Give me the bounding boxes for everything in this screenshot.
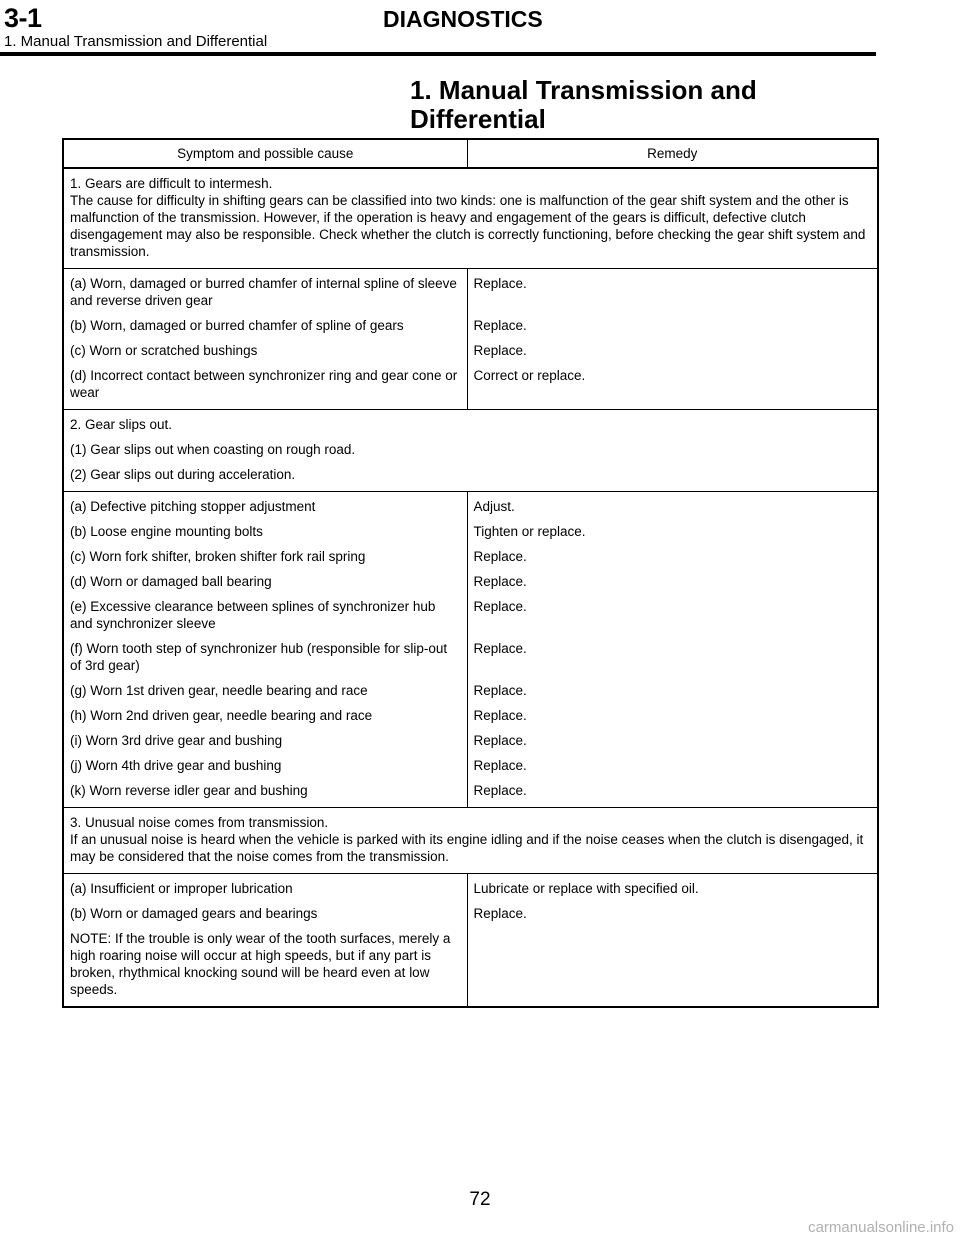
remedy-cell: Replace. [467,774,878,808]
section-number: 3-1 [4,3,42,33]
remedy-cell: Adjust. [467,492,878,516]
group-subitem: (1) Gear slips out when coasting on rough road. [70,442,356,457]
table-row [63,590,878,632]
chapter-title: DIAGNOSTICS [383,6,543,32]
note-cell: NOTE: If the trouble is only wear of the tooth surfaces, merely a high roaring noise will occur at high speeds, but if any part is broken, rhythmical knocking sound will be heard even at low speeds. [63,922,467,1007]
cause-cell: (d) Worn or damaged ball bearing [63,565,467,590]
group-description: If an unusual noise is heard when the vehicle is parked with its engine idling and if the noise ceases when the clutch is disengaged, it may be considered that the noise comes from the transmission. [70,832,864,864]
cause-cell: (b) Worn or damaged gears and bearings [63,897,467,922]
table-row [63,540,878,565]
table-row [63,632,878,674]
remedy-cell-empty [467,922,878,1007]
cause-cell: (b) Loose engine mounting bolts [63,515,467,540]
remedy-cell: Replace. [467,269,878,310]
cause-cell: (b) Worn, damaged or burred chamfer of spline of gears [63,309,467,334]
table-row [63,565,878,590]
group-intro-row [63,168,878,269]
remedy-cell: Replace. [467,699,878,724]
page-number: 72 [469,1189,491,1210]
remedy-cell: Correct or replace. [467,359,878,410]
table-row [63,515,878,540]
table-row [63,269,878,310]
group-heading: 1. Gears are difficult to intermesh. [70,176,273,191]
cause-cell: (c) Worn fork shifter, broken shifter fork rail spring [63,540,467,565]
page-heading: 1. Manual Transmission and Differential [410,75,757,134]
table-row [63,749,878,774]
group-intro-row [63,410,878,492]
cause-cell: (a) Defective pitching stopper adjustment [63,492,467,516]
remedy-cell: Replace. [467,540,878,565]
table-row [63,334,878,359]
remedy-cell: Replace. [467,897,878,922]
group-heading: 3. Unusual noise comes from transmission. [70,815,329,830]
cause-cell: (f) Worn tooth step of synchronizer hub (responsible for slip-out of 3rd gear) [63,632,467,674]
remedy-cell: Replace. [467,590,878,632]
remedy-cell: Replace. [467,749,878,774]
group-heading: 2. Gear slips out. [70,417,173,432]
cause-cell: (a) Worn, damaged or burred chamfer of internal spline of sleeve and reverse driven gear [63,269,467,310]
column-header-remedy: Remedy [467,139,878,168]
group-subitem: (2) Gear slips out during acceleration. [70,467,296,482]
remedy-cell: Replace. [467,724,878,749]
table-row [63,897,878,922]
table-row [63,492,878,516]
remedy-cell: Replace. [467,674,878,699]
group-description: The cause for difficulty in shifting gears can be classified into two kinds: one is malfunction of the gear shift system and the other is malfunction of the transmission. However, if the operation is heavy and engagement of the gears is difficult, defective clutch disengagement may also be responsible. Check whether the clutch is correctly functioning, before checking the gear shift system and transmission. [70,193,866,259]
cause-cell: (a) Insufficient or improper lubrication [63,874,467,898]
cause-cell: (d) Incorrect contact between synchronizer ring and gear cone or wear [63,359,467,410]
table-row [63,674,878,699]
table-row [63,359,878,410]
cause-cell: (c) Worn or scratched bushings [63,334,467,359]
table-row [63,724,878,749]
remedy-cell: Replace. [467,565,878,590]
header-rule [0,52,876,56]
cause-cell: (j) Worn 4th drive gear and bushing [63,749,467,774]
remedy-cell: Replace. [467,334,878,359]
remedy-cell: Tighten or replace. [467,515,878,540]
table-row [63,699,878,724]
cause-cell: (i) Worn 3rd drive gear and bushing [63,724,467,749]
table-row [63,309,878,334]
cause-cell: (k) Worn reverse idler gear and bushing [63,774,467,808]
table-header-row [63,139,878,168]
table-row [63,774,878,808]
column-header-symptom: Symptom and possible cause [63,139,467,168]
table-row [63,874,878,898]
remedy-cell: Replace. [467,632,878,674]
cause-cell: (e) Excessive clearance between splines of synchronizer hub and synchronizer sleeve [63,590,467,632]
table-row [63,922,878,1007]
cause-cell: (g) Worn 1st driven gear, needle bearing and race [63,674,467,699]
watermark: carmanualsonline.info [808,1219,954,1236]
section-subtitle: 1. Manual Transmission and Differential [4,33,268,50]
remedy-cell: Lubricate or replace with specified oil. [467,874,878,898]
cause-cell: (h) Worn 2nd driven gear, needle bearing and race [63,699,467,724]
diagnostics-table [62,138,879,1008]
group-intro-row [63,808,878,874]
remedy-cell: Replace. [467,309,878,334]
